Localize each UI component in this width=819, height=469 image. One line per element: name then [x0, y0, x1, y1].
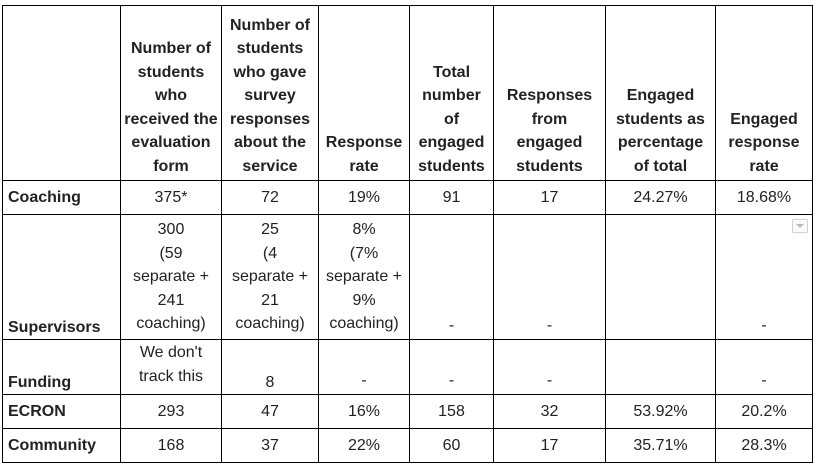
table-cell: 168 — [121, 429, 222, 463]
header-received-form: Number of students who received the evaluation form — [121, 6, 222, 181]
header-cell-corner — [3, 6, 121, 181]
table-cell: - — [494, 215, 606, 340]
table-cell: - — [410, 215, 494, 340]
table-cell: 53.92% — [606, 395, 716, 429]
table-row-ecron — [3, 395, 813, 429]
table-cell: 158 — [410, 395, 494, 429]
table-cell: 293 — [121, 395, 222, 429]
table-cell: 17 — [494, 429, 606, 463]
table-cell: 24.27% — [606, 181, 716, 215]
table-cell: - — [716, 340, 813, 395]
table-cell: 35.71% — [606, 429, 716, 463]
table-cell: - — [494, 340, 606, 395]
table-row-community — [3, 429, 813, 463]
dropdown-filter-icon[interactable] — [792, 219, 808, 233]
table-cell: 25 (4 separate + 21 coaching) — [222, 215, 319, 340]
table-cell: 60 — [410, 429, 494, 463]
table-cell: 16% — [319, 395, 410, 429]
header-responses-engaged: Responses from engaged students — [494, 6, 606, 181]
header-response-rate: Response rate — [319, 6, 410, 181]
table-cell: 19% — [319, 181, 410, 215]
table-cell — [606, 340, 716, 395]
table-cell: - — [319, 340, 410, 395]
row-label: Community — [3, 429, 121, 463]
table-row-funding — [3, 340, 813, 395]
table-cell: 22% — [319, 429, 410, 463]
header-row — [3, 6, 813, 181]
table-cell — [716, 215, 813, 340]
table-cell: 375* — [121, 181, 222, 215]
table-cell: 17 — [494, 181, 606, 215]
header-engaged-percentage: Engaged students as percentage of total — [606, 6, 716, 181]
table-row-supervisors — [3, 215, 813, 340]
table-cell: 18.68% — [716, 181, 813, 215]
table-cell-value: - — [761, 316, 767, 334]
table-row-coaching — [3, 181, 813, 215]
table-cell: 47 — [222, 395, 319, 429]
table-cell: 8% (7% separate + 9% coaching) — [319, 215, 410, 340]
table-cell: 32 — [494, 395, 606, 429]
table-cell: 72 — [222, 181, 319, 215]
table-cell: 20.2% — [716, 395, 813, 429]
table-cell: - — [410, 340, 494, 395]
row-label: Supervisors — [3, 215, 121, 340]
table-cell: 8 — [222, 340, 319, 395]
header-total-engaged: Total number of engaged students — [410, 6, 494, 181]
table-cell: We don't track this — [121, 340, 222, 395]
table-cell: 28.3% — [716, 429, 813, 463]
table-cell: 300 (59 separate + 241 coaching) — [121, 215, 222, 340]
survey-response-table — [2, 5, 813, 463]
table-cell — [606, 215, 716, 340]
table-cell: 91 — [410, 181, 494, 215]
header-gave-responses: Number of students who gave survey responses about the service — [222, 6, 319, 181]
table-cell: 37 — [222, 429, 319, 463]
header-engaged-response-rate: Engaged response rate — [716, 6, 813, 181]
row-label: Funding — [3, 340, 121, 395]
row-label: Coaching — [3, 181, 121, 215]
row-label: ECRON — [3, 395, 121, 429]
